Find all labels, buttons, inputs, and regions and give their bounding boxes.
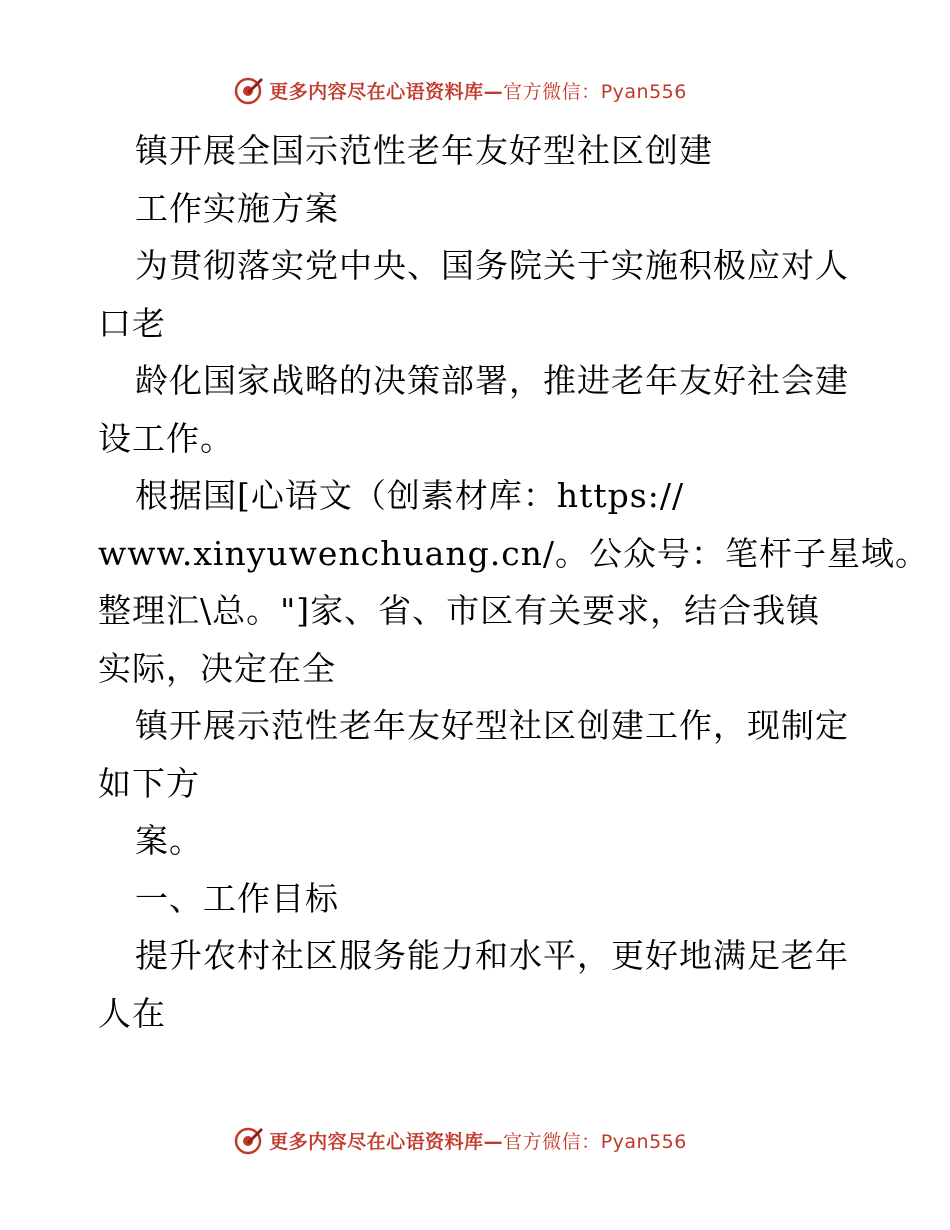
watermark-wechat-id: Pyan556 bbox=[600, 1130, 687, 1153]
pen-logo-icon bbox=[233, 1124, 265, 1156]
watermark-wechat-label: 官方微信： bbox=[503, 80, 601, 103]
text-line: 口老 bbox=[98, 303, 166, 343]
text-line: 整理汇\总。"]家、省、市区有关要求，结合我镇 bbox=[98, 591, 821, 630]
watermark-header bbox=[0, 70, 950, 110]
text-line: 案。 bbox=[135, 821, 203, 860]
text-line: www.xinyuwenchuang.cn/。公众号：笔杆子星域。 bbox=[98, 533, 930, 573]
watermark-text: 更多内容尽在心语资料库— bbox=[269, 1130, 504, 1153]
document-body bbox=[98, 122, 930, 1042]
text-line: 镇开展全国示范性老年友好型社区创建 bbox=[135, 131, 713, 170]
text-line: 提升农村社区服务能力和水平，更好地满足老年 bbox=[135, 936, 849, 975]
text-line: 为贯彻落实党中央、国务院关于实施积极应对人 bbox=[135, 246, 849, 285]
text-line: 设工作。 bbox=[98, 418, 234, 458]
text-line: 镇开展示范性老年友好型社区创建工作，现制定 bbox=[135, 706, 849, 745]
text-line: 龄化国家战略的决策部署，推进老年友好社会建 bbox=[135, 361, 849, 400]
text-line: 实际，决定在全 bbox=[98, 648, 336, 688]
text-line: 根据国[心语文（创素材库：https:// bbox=[135, 476, 685, 515]
text-line: 一、工作目标 bbox=[135, 878, 339, 918]
watermark-wechat-id: Pyan556 bbox=[600, 80, 687, 103]
pen-logo-icon bbox=[233, 74, 265, 106]
watermark-footer bbox=[0, 1120, 950, 1160]
watermark-text: 更多内容尽在心语资料库— bbox=[269, 80, 504, 103]
watermark-wechat-label: 官方微信： bbox=[503, 1130, 601, 1153]
text-line: 人在 bbox=[98, 993, 166, 1033]
text-line: 如下方 bbox=[98, 763, 200, 803]
text-line: 工作实施方案 bbox=[135, 188, 339, 228]
